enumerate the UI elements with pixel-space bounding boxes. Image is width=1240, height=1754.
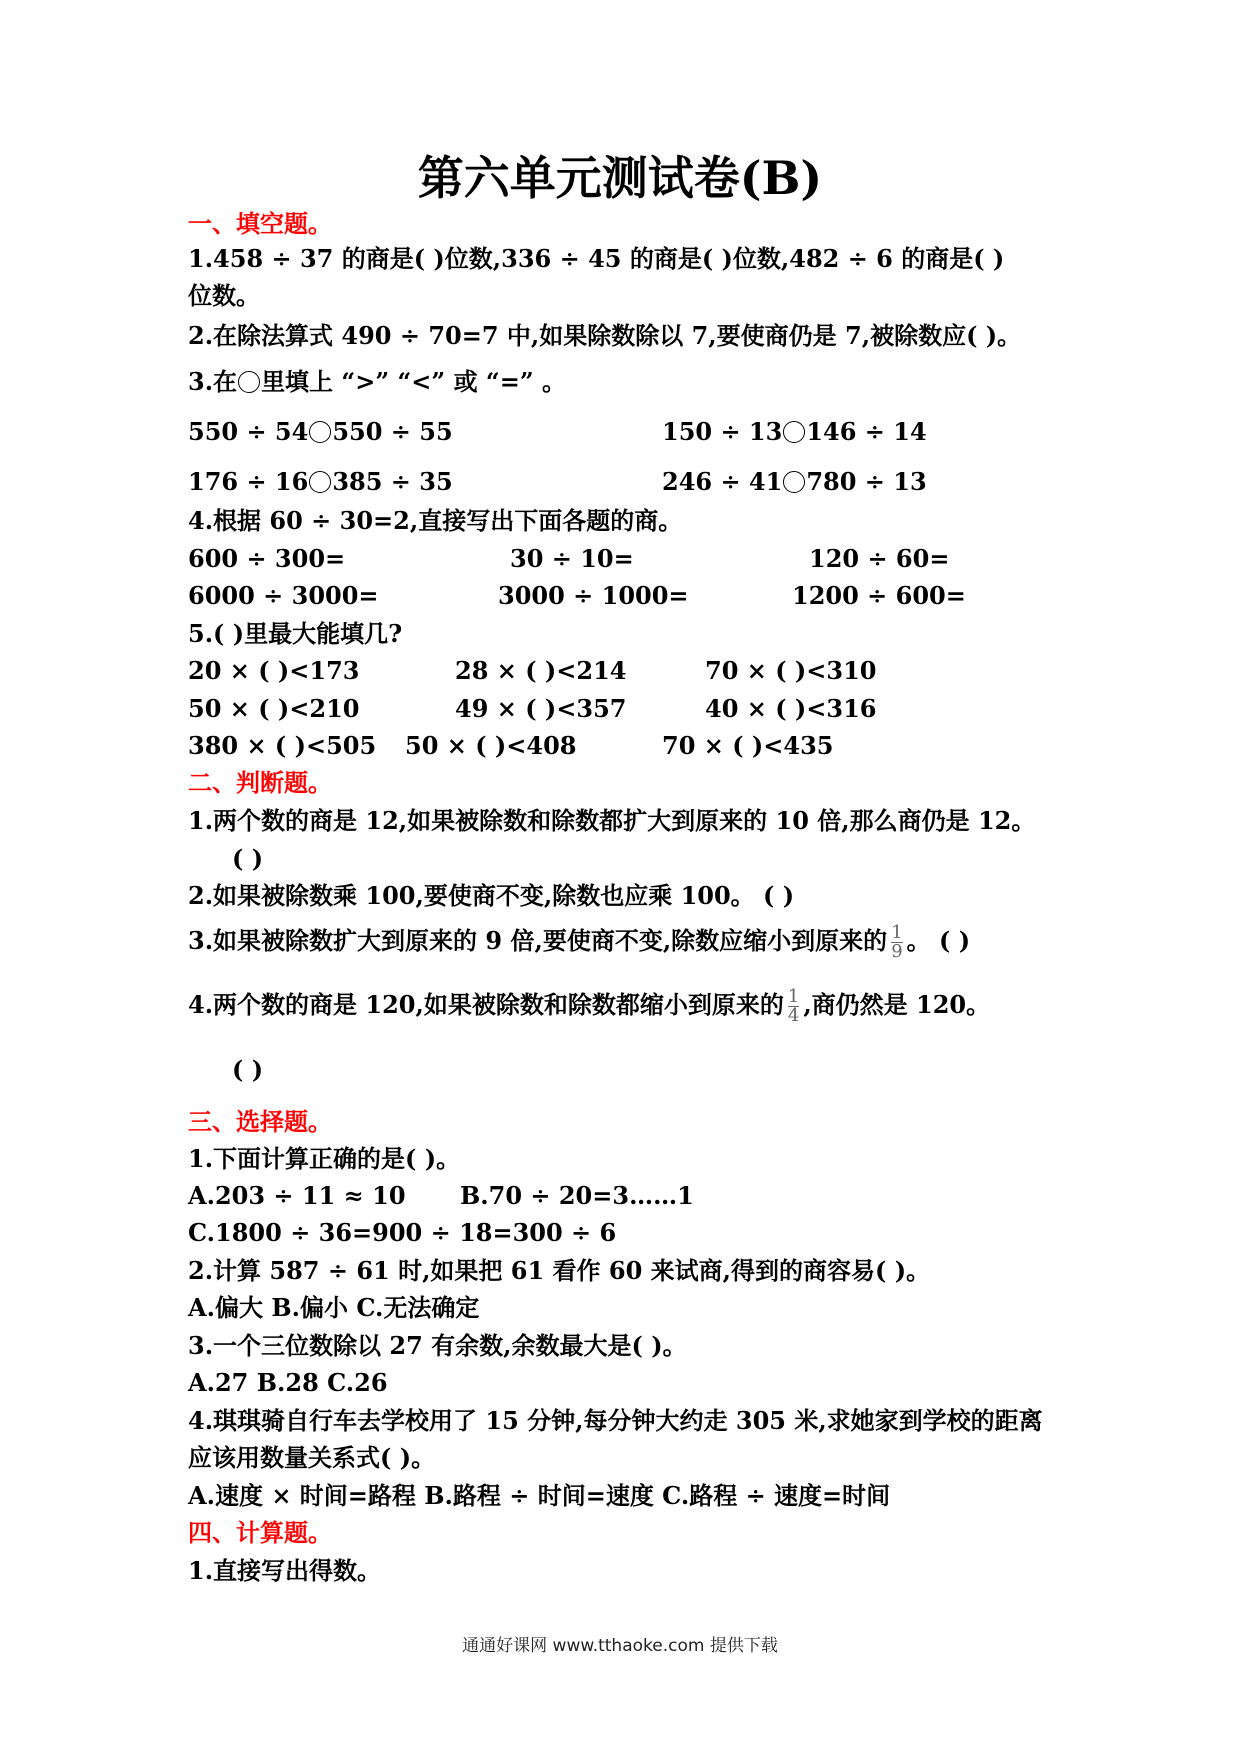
compare-right: 146 ÷ 14 xyxy=(806,417,927,446)
division-item: 1200 ÷ 600= xyxy=(792,581,966,610)
compare-left: 176 ÷ 16 xyxy=(188,467,309,496)
fill-q3-prefix: 3.在 xyxy=(188,367,238,396)
compare-item-1 xyxy=(188,416,453,448)
fill-q3 xyxy=(188,366,566,398)
multiply-item: 49 × ( )<357 xyxy=(455,694,627,723)
judge-q3-tail: 。 ( ) xyxy=(906,926,971,955)
choice-q1-option-b: B.70 ÷ 20=3……1 xyxy=(460,1181,694,1210)
compare-item-3 xyxy=(188,466,453,498)
judge-q4 xyxy=(188,988,990,1025)
compare-item-2 xyxy=(662,416,927,448)
judge-q3-text: 3.如果被除数扩大到原来的 9 倍,要使商不变,除数应缩小到原来的 xyxy=(188,926,888,955)
judge-q4-text: 4.两个数的商是 120,如果被除数和除数都缩小到原来的 xyxy=(188,990,784,1019)
judge-q1: 1.两个数的商是 12,如果被除数和除数都扩大到原来的 10 倍,那么商仍是 12。 xyxy=(188,806,1036,835)
division-item: 3000 ÷ 1000= xyxy=(498,581,689,610)
choice-q4-line2: 应该用数量关系式( )。 xyxy=(188,1443,436,1472)
compare-right: 385 ÷ 35 xyxy=(332,467,453,496)
calc-q1: 1.直接写出得数。 xyxy=(188,1556,382,1585)
judge-q4-answer-paren: ( ) xyxy=(232,1055,264,1084)
judge-q4-tail: ,商仍然是 120。 xyxy=(803,990,991,1019)
judge-q2: 2.如果被除数乘 100,要使商不变,除数也应乘 100。 ( ) xyxy=(188,881,795,910)
multiply-item: 28 × ( )<214 xyxy=(455,656,627,685)
fraction-numerator: 1 xyxy=(787,986,800,1007)
choice-q1-option-c: C.1800 ÷ 36=900 ÷ 18=300 ÷ 6 xyxy=(188,1218,617,1247)
compare-circle-icon xyxy=(309,471,331,493)
fraction-denominator: 4 xyxy=(787,1005,800,1026)
compare-circle-icon xyxy=(783,421,805,443)
fraction-one-quarter xyxy=(788,988,799,1025)
fill-q1-line2: 位数。 xyxy=(188,281,260,310)
section-heading-choice: 三、选择题。 xyxy=(188,1107,332,1136)
fraction-one-ninth xyxy=(891,924,902,961)
compare-left: 150 ÷ 13 xyxy=(662,417,783,446)
multiply-item: 20 × ( )<173 xyxy=(188,656,360,685)
choice-q2-options: A.偏大 B.偏小 C.无法确定 xyxy=(188,1293,480,1322)
multiply-item: 40 × ( )<316 xyxy=(705,694,877,723)
fill-q2: 2.在除法算式 490 ÷ 70=7 中,如果除数除以 7,要使商仍是 7,被除数应( )。 xyxy=(188,321,1022,350)
fill-q1-line1: 1.458 ÷ 37 的商是( )位数,336 ÷ 45 的商是( )位数,482 ÷ 6 的商是( ) xyxy=(188,244,1005,273)
choice-q1-option-a: A.203 ÷ 11 ≈ 10 xyxy=(188,1181,406,1210)
compare-circle-icon xyxy=(238,371,260,393)
multiply-item: 50 × ( )<210 xyxy=(188,694,360,723)
division-item: 30 ÷ 10= xyxy=(510,544,634,573)
compare-item-4 xyxy=(662,466,927,498)
fill-q4: 4.根据 60 ÷ 30=2,直接写出下面各题的商。 xyxy=(188,506,683,535)
compare-right: 550 ÷ 55 xyxy=(332,417,453,446)
fill-q5: 5.( )里最大能填几? xyxy=(188,619,403,648)
division-item: 6000 ÷ 3000= xyxy=(188,581,379,610)
judge-q1-answer-paren: ( ) xyxy=(232,844,264,873)
multiply-item: 70 × ( )<310 xyxy=(705,656,877,685)
section-heading-fill-in: 一、填空题。 xyxy=(188,209,332,238)
choice-q3-options: A.27 B.28 C.26 xyxy=(188,1368,388,1397)
compare-circle-icon xyxy=(309,421,331,443)
compare-circle-icon xyxy=(783,471,805,493)
page-title: 第六单元测试卷(B) xyxy=(417,151,823,205)
compare-right: 780 ÷ 13 xyxy=(806,467,927,496)
fraction-numerator: 1 xyxy=(891,922,903,943)
division-item: 120 ÷ 60= xyxy=(809,544,950,573)
choice-q3: 3.一个三位数除以 27 有余数,余数最大是( )。 xyxy=(188,1331,687,1360)
footer-source-text: 通通好课网 www.tthaoke.com 提供下载 xyxy=(462,1636,778,1656)
judge-q3 xyxy=(188,924,970,961)
multiply-item: 70 × ( )<435 xyxy=(662,731,834,760)
compare-left: 550 ÷ 54 xyxy=(188,417,309,446)
section-heading-calc: 四、计算题。 xyxy=(188,1518,332,1547)
division-item: 600 ÷ 300= xyxy=(188,544,346,573)
compare-left: 246 ÷ 41 xyxy=(662,467,783,496)
fraction-denominator: 9 xyxy=(891,941,903,962)
choice-q1: 1.下面计算正确的是( )。 xyxy=(188,1144,461,1173)
fill-q3-suffix: 里填上 “>” “<” 或 “=” 。 xyxy=(261,367,566,396)
multiply-item: 380 × ( )<505 xyxy=(188,731,377,760)
choice-q4-line1: 4.琪琪骑自行车去学校用了 15 分钟,每分钟大约走 305 米,求她家到学校的距离 xyxy=(188,1406,1043,1435)
multiply-item: 50 × ( )<408 xyxy=(405,731,577,760)
choice-q4-options: A.速度 × 时间=路程 B.路程 ÷ 时间=速度 C.路程 ÷ 速度=时间 xyxy=(188,1481,891,1510)
section-heading-judge: 二、判断题。 xyxy=(188,768,332,797)
choice-q2: 2.计算 587 ÷ 61 时,如果把 61 看作 60 来试商,得到的商容易( )。 xyxy=(188,1256,931,1285)
